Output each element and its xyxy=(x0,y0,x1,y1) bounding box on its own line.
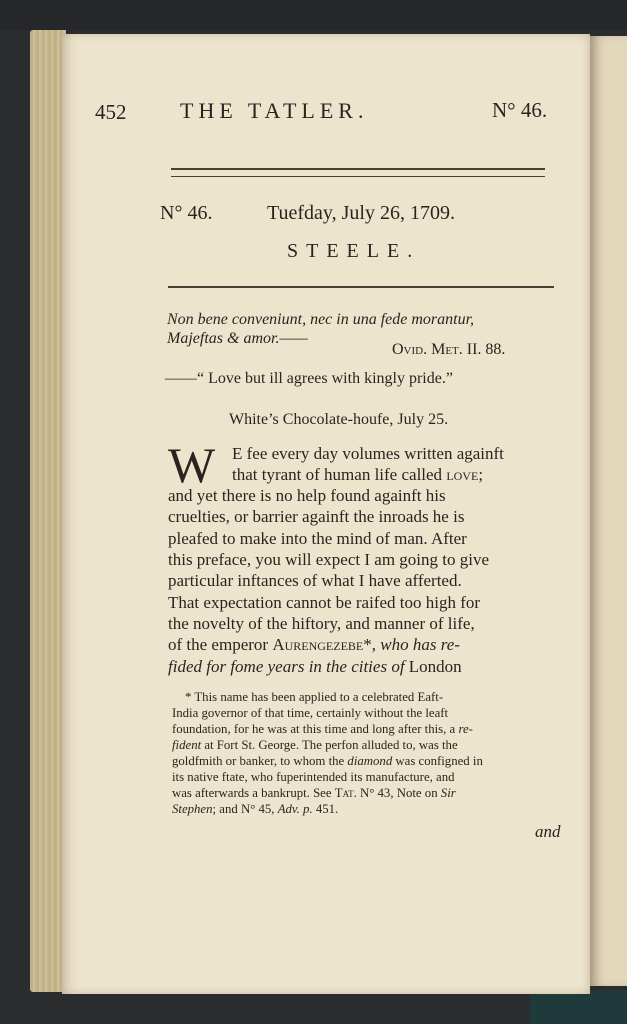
footnote-line-7-mid: N° 43, Note on xyxy=(356,786,441,800)
body-line-10-text: of the emperor xyxy=(168,635,273,654)
footnote-line-8-end: 451. xyxy=(312,802,339,816)
body-line-2-text: that tyrant of human life called xyxy=(232,465,447,484)
body-line-1: E fee every day volumes written againft xyxy=(232,444,504,463)
footnote-line-5 xyxy=(172,754,483,769)
drop-cap: W xyxy=(168,437,216,493)
body-line-9: the novelty of the hiftory, and manner of life, xyxy=(168,614,475,633)
footnote-line-2: India governor of that time, certainly without the leaft xyxy=(172,706,449,720)
footnote-line-8-text: ; and N° 45, xyxy=(212,802,278,816)
footnote-line-1: * This name has been applied to a celebrated Eaft- xyxy=(185,690,444,704)
london-word: London xyxy=(408,657,462,676)
body-line-11-italic: fided for fome years in the cities of xyxy=(168,657,409,676)
body-line-10-comma: , xyxy=(371,635,381,654)
body-line-7: particular inftances of what I have afferted. xyxy=(168,571,462,590)
footnote-stephen: Stephen xyxy=(172,802,213,816)
footnote-tat: Tat. xyxy=(334,786,357,800)
dateline: White’s Chocolate-houfe, July 25. xyxy=(229,411,449,428)
header-issue-number: N° 46. xyxy=(492,98,548,122)
body-line-3: and yet there is no help found againft his xyxy=(168,486,446,505)
body-line-2-end: ; xyxy=(478,465,484,484)
footnote-line-7-text: was afterwards a bankrupt. See xyxy=(172,786,335,800)
footnote-line-4 xyxy=(172,738,458,753)
footnote-line-3-text: foundation, for he was at this time and long after this, a xyxy=(172,722,459,736)
footnote-line-3 xyxy=(172,722,473,737)
body-line-11 xyxy=(168,657,462,677)
page-edges xyxy=(30,30,66,992)
scan-background xyxy=(0,0,627,30)
author-name: STEELE. xyxy=(287,240,421,262)
body-line-2 xyxy=(232,465,483,485)
catchword: and xyxy=(535,822,561,841)
footnote-diamond: diamond xyxy=(347,754,393,768)
footnote-line-6: its native ftate, who fuperintended its manufacture, and xyxy=(172,770,455,784)
section-rule xyxy=(168,286,554,288)
double-rule-bottom xyxy=(171,176,545,177)
issue-number: N° 46. xyxy=(160,202,213,224)
footnote-line-3-italic: re- xyxy=(458,722,473,736)
running-title: THE TATLER. xyxy=(180,98,369,123)
body-line-10-italic: who has re- xyxy=(380,635,460,654)
body-line-4: cruelties, or barrier againft the inroads he is xyxy=(168,507,465,526)
footnote-sir: Sir xyxy=(440,786,456,800)
footnote-line-5-end: was configned in xyxy=(392,754,483,768)
issue-date: Tuefday, July 26, 1709. xyxy=(267,202,455,224)
body-line-8: That expectation cannot be raifed too high for xyxy=(168,593,481,612)
footnote-line-7 xyxy=(172,786,456,801)
facing-page-edge xyxy=(590,36,627,986)
motto-translation: ——“ Love but ill agrees with kingly pride.” xyxy=(165,370,453,387)
motto-source: Ovid. Met. II. 88. xyxy=(392,341,506,358)
body-line-5: pleafed to make into the mind of man. After xyxy=(168,529,467,548)
double-rule-top xyxy=(171,168,545,170)
motto-line-2: Majeftas & amor.—— xyxy=(167,330,308,347)
footnote-line-8 xyxy=(172,802,338,817)
footnote-line-4-text: at Fort St. George. The perfon alluded to, was the xyxy=(201,738,458,752)
motto-line-1: Non bene conveniunt, nec in una fede morantur, xyxy=(167,311,475,328)
footnote-adv: Adv. p. xyxy=(277,802,313,816)
footnote-line-5-text: goldfmith or banker, to whom the xyxy=(172,754,348,768)
footnote-line-4-italic: fident xyxy=(172,738,202,752)
love-small-caps: love xyxy=(446,465,479,484)
emperor-name: Aurengezebe* xyxy=(272,635,372,654)
body-line-6: this preface, you will expect I am going to give xyxy=(168,550,490,569)
body-line-10 xyxy=(168,635,460,655)
book-cover-corner xyxy=(530,990,627,1024)
page-number: 452 xyxy=(95,100,127,124)
